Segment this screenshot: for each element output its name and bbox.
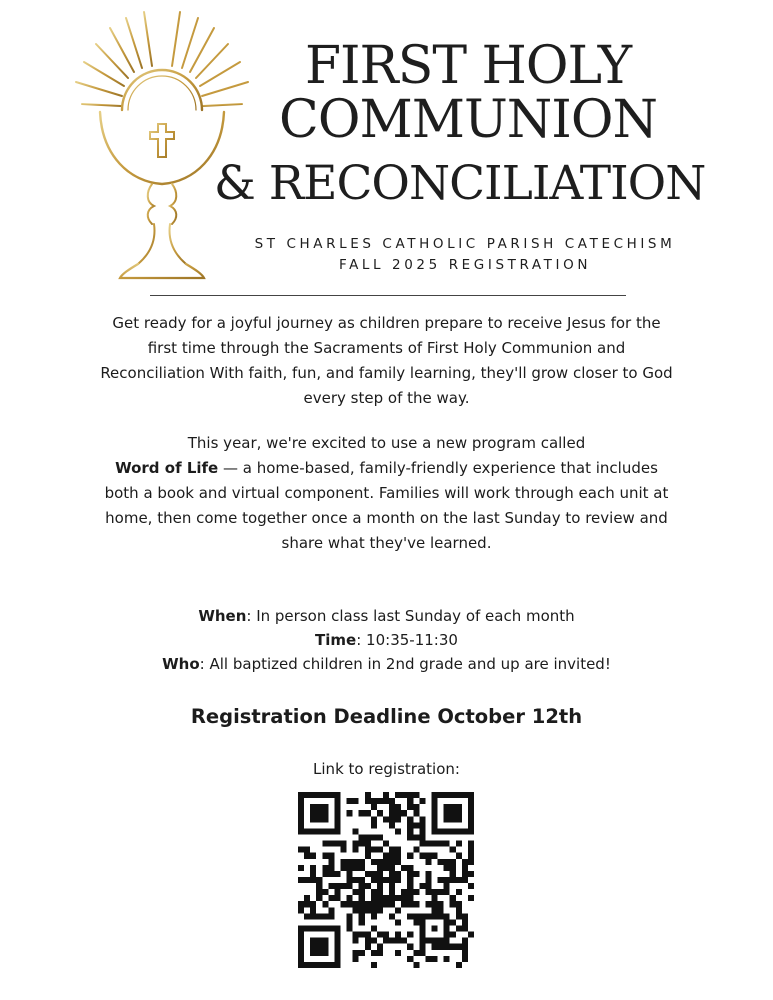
parish-name: ST CHARLES CATHOLIC PARISH CATECHISM — [254, 236, 676, 252]
divider — [150, 295, 626, 296]
program-intro-text: This year, we're excited to use a new program called — [187, 434, 586, 452]
who-label: Who — [162, 655, 200, 673]
who-line — [80, 652, 693, 676]
time-label: Time — [315, 631, 357, 649]
intro-paragraph: Get ready for a joyful journey as children prepare to receive Jesus for the first time through the Sacraments of First Holy Communion and Reconciliation With faith, fun, and family learning, they'll grow closer to God every step of the way. — [100, 314, 673, 407]
registration-season: FALL 2025 REGISTRATION — [338, 257, 592, 273]
title-line-2: COMMUNION — [279, 90, 657, 150]
registration-link-label: Link to registration: — [313, 760, 460, 778]
when-line — [80, 604, 693, 628]
cross-icon — [150, 124, 174, 157]
registration-deadline: Registration Deadline October 12th — [190, 705, 583, 728]
time-value: : 10:35-11:30 — [356, 631, 458, 649]
title-line-1: FIRST HOLY — [304, 36, 632, 96]
class-details — [80, 604, 693, 676]
program-paragraph — [100, 431, 673, 556]
qr-code[interactable] — [298, 792, 474, 968]
program-name: Word of Life — [115, 459, 219, 477]
title-line-3: & RECONCILIATION — [214, 156, 706, 211]
program-description: — a home-based, family-friendly experience that includes both a book and virtual component. Families will work through each unit at home, then come together once a month on the last Sunday to review and share what they've learned. — [104, 459, 669, 552]
time-line — [80, 628, 693, 652]
who-value: : All baptized children in 2nd grade and up are invited! — [199, 655, 611, 673]
when-label: When — [198, 607, 247, 625]
when-value: : In person class last Sunday of each month — [246, 607, 575, 625]
